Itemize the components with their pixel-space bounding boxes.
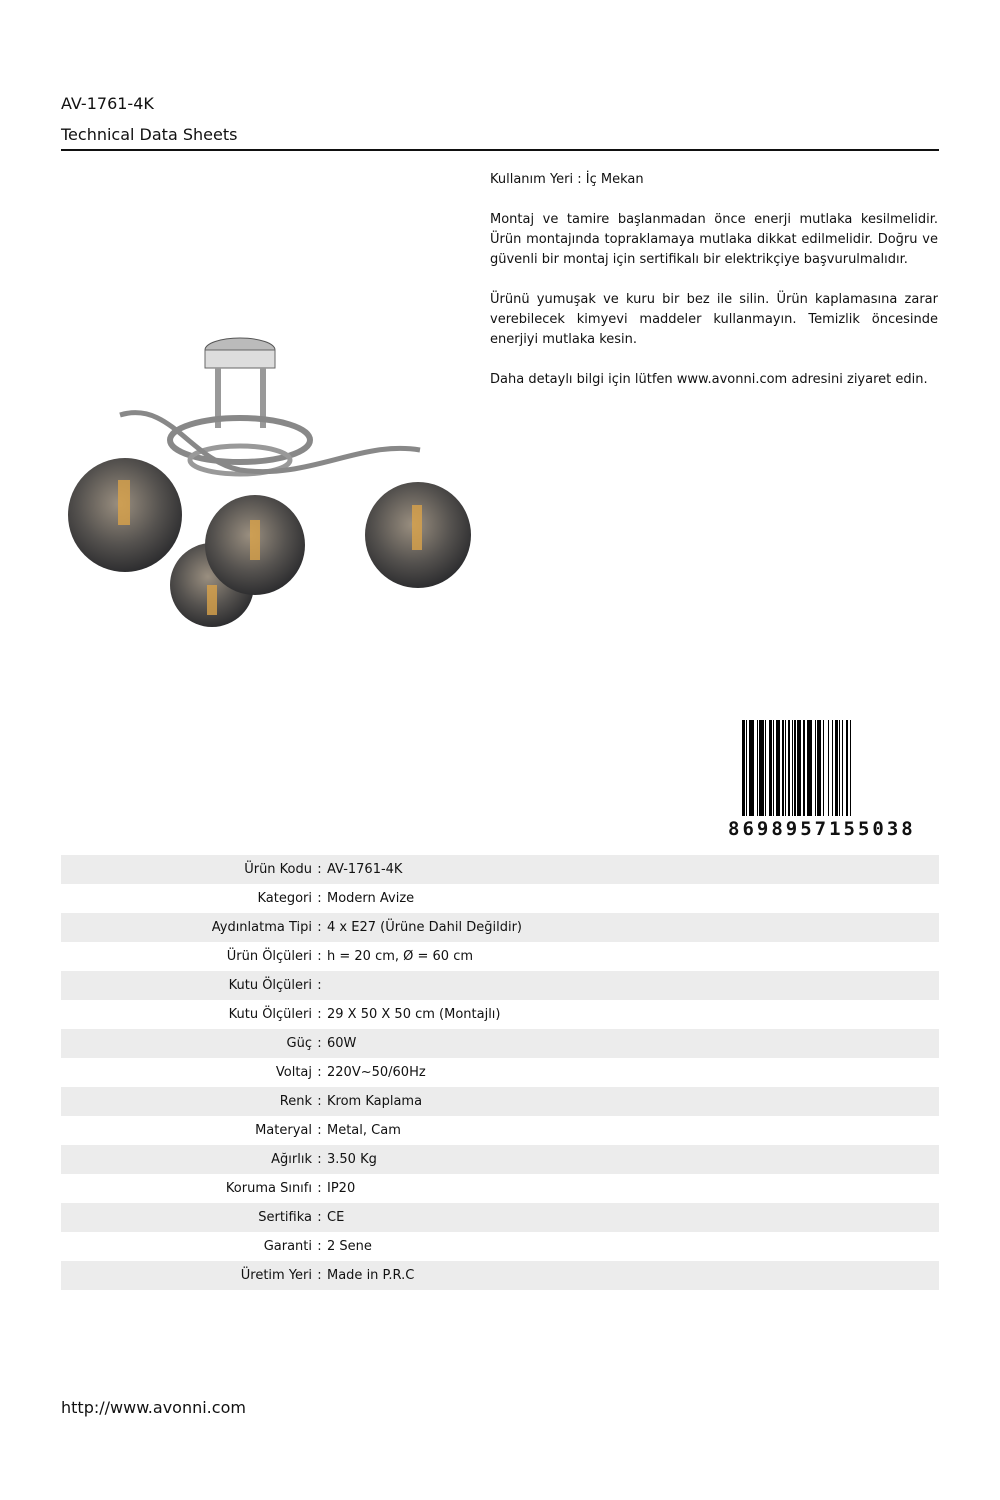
spec-row (61, 1261, 939, 1290)
spec-row (61, 1203, 939, 1232)
spec-row (61, 1087, 939, 1116)
barcode-number: 8698957155038 (728, 818, 916, 840)
spec-row (61, 855, 939, 884)
spec-colon: : (317, 1065, 322, 1080)
spec-colon: : (317, 1152, 322, 1167)
product-code-title: AV-1761-4K (61, 94, 154, 113)
spec-colon: : (317, 1007, 322, 1022)
spec-label: Kutu Ölçüleri (228, 978, 312, 993)
spec-row (61, 971, 939, 1000)
document-subtitle: Technical Data Sheets (61, 125, 238, 144)
spec-colon: : (317, 920, 322, 935)
spec-row (61, 1029, 939, 1058)
spec-value: Krom Kaplama (327, 1094, 423, 1109)
usage-info (490, 170, 938, 410)
spec-row (61, 1000, 939, 1029)
spec-value: 220V~50/60Hz (327, 1065, 426, 1080)
spec-label: Koruma Sınıfı (225, 1181, 312, 1196)
spec-label: Garanti (263, 1239, 312, 1254)
spec-colon: : (317, 1210, 322, 1225)
spec-colon: : (317, 1181, 322, 1196)
usage-location: Kullanım Yeri : İç Mekan (490, 172, 644, 187)
spec-colon: : (317, 891, 322, 906)
spec-value: Metal, Cam (327, 1123, 401, 1138)
spec-label: Voltaj (275, 1065, 312, 1080)
footer-url[interactable]: http://www.avonni.com (61, 1398, 246, 1417)
spec-table (61, 855, 939, 1290)
spec-value: Made in P.R.C (327, 1268, 415, 1283)
spec-value: AV-1761-4K (327, 862, 403, 877)
spec-row (61, 942, 939, 971)
spec-label: Üretim Yeri (240, 1268, 312, 1283)
spec-value: 3.50 Kg (327, 1152, 377, 1167)
spec-value: IP20 (327, 1181, 356, 1196)
spec-label: Ürün Kodu (244, 862, 312, 877)
spec-label: Güç (286, 1036, 312, 1051)
spec-label: Kutu Ölçüleri (228, 1007, 312, 1022)
spec-row (61, 1174, 939, 1203)
spec-row (61, 884, 939, 913)
spec-colon: : (317, 1268, 322, 1283)
spec-row (61, 913, 939, 942)
spec-colon: : (317, 1123, 322, 1138)
spec-row (61, 1145, 939, 1174)
barcode-bar (851, 720, 852, 816)
spec-colon: : (317, 978, 322, 993)
spec-label: Aydınlatma Tipi (211, 920, 312, 935)
barcode (728, 720, 938, 840)
spec-label: Ürün Ölçüleri (226, 949, 312, 964)
spec-value: h = 20 cm, Ø = 60 cm (327, 949, 474, 964)
cleaning-paragraph: Ürünü yumuşak ve kuru bir bez ile silin. Ürün kaplamasına zarar verebilecek kimyevi maddeler kullanmayın. Temizlik öncesinde enerjiyi mutlaka kesin. (490, 292, 938, 347)
spec-row (61, 1058, 939, 1087)
spec-value: 60W (327, 1036, 357, 1051)
spec-value: 2 Sene (327, 1239, 372, 1254)
website-paragraph: Daha detaylı bilgi için lütfen www.avonni.com adresini ziyaret edin. (490, 372, 928, 387)
spec-colon: : (317, 862, 322, 877)
spec-label: Kategori (257, 891, 312, 906)
spec-row (61, 1232, 939, 1261)
barcode-bars (742, 720, 938, 816)
spec-label: Ağırlık (271, 1152, 312, 1167)
spec-colon: : (317, 949, 322, 964)
header-divider (61, 149, 939, 151)
spec-value: 29 X 50 X 50 cm (Montajlı) (327, 1007, 501, 1022)
chandelier-product-image (60, 320, 480, 640)
spec-colon: : (317, 1036, 322, 1051)
spec-value: CE (327, 1210, 345, 1225)
spec-colon: : (317, 1239, 322, 1254)
spec-value: Modern Avize (327, 891, 415, 906)
safety-paragraph: Montaj ve tamire başlanmadan önce enerji mutlaka kesilmelidir. Ürün montajında topraklamaya mutlaka dikkat edilmelidir. Doğru ve güvenli bir montaj için sertifikalı bir elektrikçiye başvurulmalıdır. (490, 212, 938, 267)
spec-label: Materyal (255, 1123, 312, 1138)
spec-row (61, 1116, 939, 1145)
spec-label: Sertifika (258, 1210, 312, 1225)
spec-colon: : (317, 1094, 322, 1109)
spec-label: Renk (279, 1094, 312, 1109)
spec-value: 4 x E27 (Ürüne Dahil Değildir) (327, 920, 522, 935)
